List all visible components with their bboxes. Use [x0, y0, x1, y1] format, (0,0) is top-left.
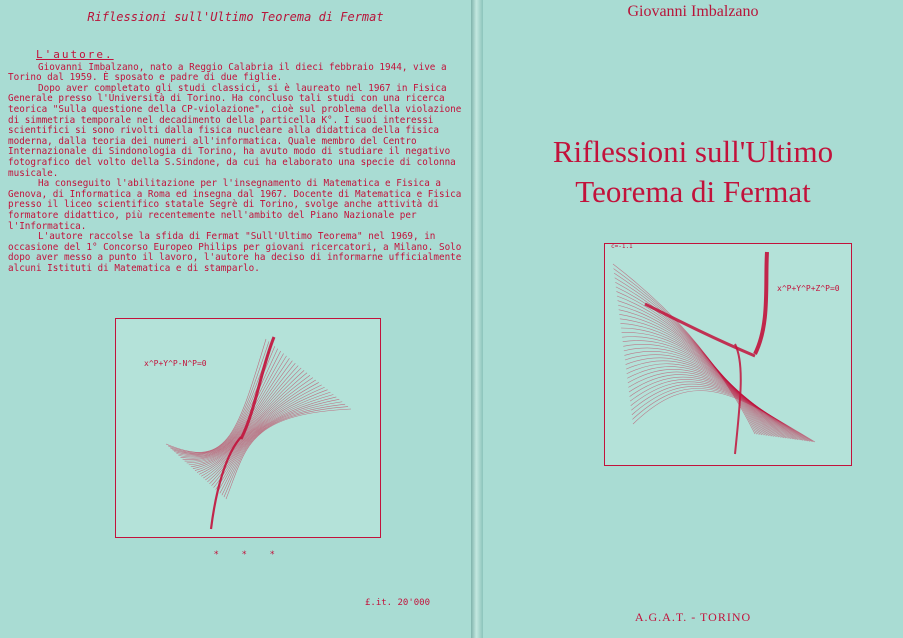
bio-paragraph-4: L'autore raccolse la sfida di Fermat "Sull'Ultimo Teorema" nel 1969, in occasione del 1° Concorso Europeo Philips per giovani ricercatori, a Milano. Solo dopo aver messo a punto il lavoro, l'autore ha deciso di informarne ufficialmente alcuni Istituti di Matematica e di stamparlo.	[8, 231, 462, 274]
book-title-line-1: Riflessioni sull'Ultimo	[552, 134, 834, 169]
bio-paragraph-3: Ha conseguito l'abilitazione per l'insegnamento di Matematica e Fisica a Genova, di Informatica a Roma ed insegna dal 1967. Docente di Matematica e Fisica presso il liceo scientifico statale Segrè di Torino, svolge anche attività di formatore didattico, più recentemente nell'ambito del Piano Nazionale per l'Informatica.	[8, 178, 462, 232]
bio-paragraph-2: Dopo aver completato gli studi classici, si è laureato nel 1967 in Fisica Generale presso l'Università di Torino. Ha concluso tali studi con una ricerca teorica "Sulla questione della CP-violazione", cioè sul problema della violazione di simmetria temporale nel decadimento della particella K°. I suoi interessi scientifici si sono rivolti dalla fisica nucleare alla didattica della fisica moderna, dalla teoria dei numeri all'informatica. Quale membro del Centro Internazionale di Sindonologia di Torino, ha avuto modo di studiare il negativo fotografico del volto della S.Sindone, da cui ha elaborato una specie di colonna musicale.	[8, 82, 462, 179]
separator-mark-3: *	[270, 550, 275, 560]
book-spine	[471, 0, 483, 638]
bio-heading: L'autore.	[36, 48, 114, 61]
price-label: £.it. 20'000	[365, 598, 431, 608]
back-graph-equation: x^P+Y^P-N^P=0	[144, 359, 207, 368]
back-cover-title: Riflessioni sull'Ultimo Teorema di Fermat	[87, 10, 384, 24]
front-graph-equation: x^P+Y^P+Z^P=0	[777, 284, 840, 293]
book-title-line-2: Teorema di Fermat	[575, 174, 811, 209]
book-title	[483, 132, 903, 212]
front-graph-header: c=-1.1	[611, 243, 633, 250]
author-bio	[8, 50, 463, 274]
separator-mark-1: *	[214, 550, 219, 560]
publisher-name: A.G.A.T. - TORINO	[634, 610, 752, 624]
separator-mark-2: *	[242, 550, 247, 560]
author-name: Giovanni Imbalzano	[627, 3, 759, 20]
front-cover-surface-plot	[604, 243, 852, 466]
bio-paragraph-1: Giovanni Imbalzano, nato a Reggio Calabria il dieci febbraio 1944, vive a Torino dal 1959. È sposato e padre di due figlie.	[8, 61, 447, 84]
back-cover-surface-plot	[115, 318, 381, 538]
surface-plot-drawing	[116, 319, 380, 537]
surface-plot-drawing	[605, 244, 851, 465]
